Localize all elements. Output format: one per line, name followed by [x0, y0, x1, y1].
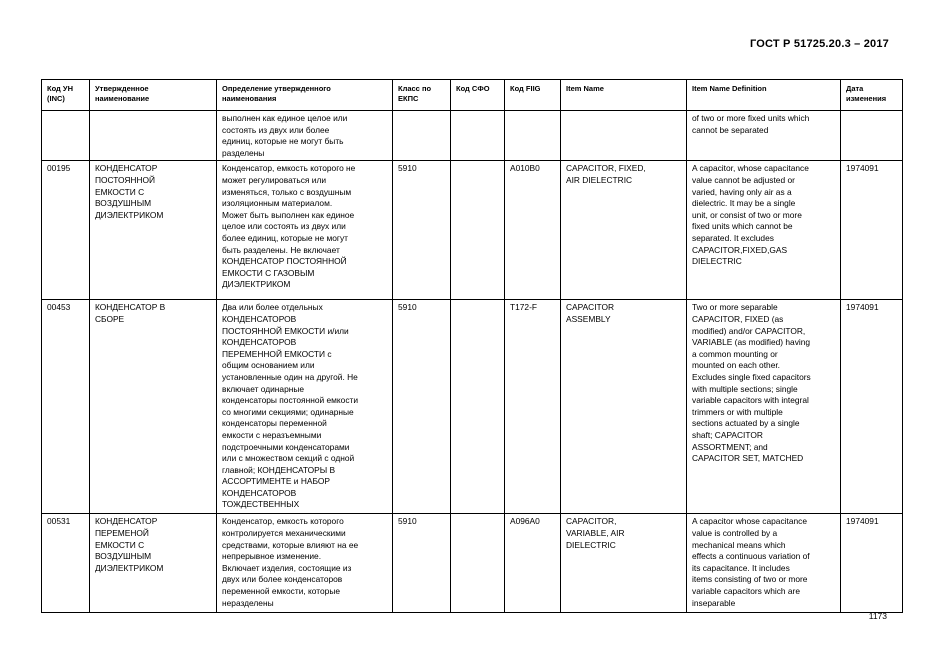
- cell-name-ru: КОНДЕНСАТОР ПОСТОЯННОЙ ЕМКОСТИ С ВОЗДУШНЫМ ДИЭЛЕКТРИКОМ: [90, 161, 217, 300]
- cell-inc: [42, 111, 90, 161]
- cell-fiig: A096A0: [505, 514, 561, 613]
- cell-sfo: [451, 161, 505, 300]
- cell-definition-ru: Конденсатор, емкость которого не может регулироваться или изменяться, только с воздушным изоляционным материалом. Может быть выполнен как единое целое или состоять из двух или более единиц, которые не могут быть разделены. Не включает КОНДЕНСАТОР ПОСТОЯННОЙ ЕМКОСТИ С ГАЗОВЫМ ДИЭЛЕКТРИКОМ: [217, 161, 393, 300]
- cell-definition-ru: выполнен как единое целое или состоять из двух или более единиц, которые не могут быть разделены: [217, 111, 393, 161]
- cell-definition-ru: Конденсатор, емкость которого контролируется механическими средствами, которые влияют на ее непрерывное изменение. Включает изделия, состоящие из двух или более конденсаторов переменной емкости, которые неразделены: [217, 514, 393, 613]
- cell-item-definition: of two or more fixed units which cannot be separated: [687, 111, 841, 161]
- table-row: [42, 300, 903, 514]
- header-definition: Определение утвержденного наименования: [217, 80, 393, 111]
- page-number: 1173: [868, 611, 887, 621]
- cell-sfo: [451, 111, 505, 161]
- table-header-row: [42, 80, 903, 111]
- cell-item-name: CAPACITOR, FIXED, AIR DIELECTRIC: [561, 161, 687, 300]
- header-sfo: Код СФО: [451, 80, 505, 111]
- cell-fiig: A010B0: [505, 161, 561, 300]
- cell-definition-ru: Два или более отдельных КОНДЕНСАТОРОВ ПОСТОЯННОЙ ЕМКОСТИ и/или КОНДЕНСАТОРОВ ПЕРЕМЕННОЙ ЕМКОСТИ с общим основанием или установленные один на другой. Не включает одинарные конденсаторы постоянной емкости со многими секциями; одинарные конденсаторы переменной емкости с неразъемными подстроечными конденсаторами или с множеством секций с одной главной; КОНДЕНСАТОРЫ В АССОРТИМЕНТЕ и НАБОР КОНДЕНСАТОРОВ ТОЖДЕСТВЕННЫХ: [217, 300, 393, 514]
- cell-item-name: [561, 111, 687, 161]
- cell-item-definition: A capacitor, whose capacitance value cannot be adjusted or varied, having only air as a dielectric. It may be a single unit, or consist of two or more fixed units which cannot be separated. It excludes CAPACITOR,FIXED,GAS DIELECTRIC: [687, 161, 841, 300]
- cell-item-name: CAPACITOR, VARIABLE, AIR DIELECTRIC: [561, 514, 687, 613]
- cell-item-name: CAPACITOR ASSEMBLY: [561, 300, 687, 514]
- cell-class: 5910: [393, 514, 451, 613]
- cell-sfo: [451, 300, 505, 514]
- header-date: Дата изменения: [841, 80, 903, 111]
- cell-name-ru: КОНДЕНСАТОР В СБОРЕ: [90, 300, 217, 514]
- header-class: Класс по ЕКПС: [393, 80, 451, 111]
- table-row: [42, 161, 903, 300]
- catalog-table: [41, 79, 903, 613]
- cell-item-definition: A capacitor whose capacitance value is controlled by a mechanical means which effects a continuous variation of its capacitance. It includes items consisting of two or more variable capacitors which are inseparable: [687, 514, 841, 613]
- cell-item-definition: Two or more separable CAPACITOR, FIXED (as modified) and/or CAPACITOR, VARIABLE (as modified) having a common mounting or mounted on each other. Excludes single fixed capacitors with multiple sections; single variable capacitors with integral trimmers or with multiple sections actuated by a single shaft; CAPACITOR ASSORTMENT; and CAPACITOR SET, MATCHED: [687, 300, 841, 514]
- cell-inc: 00453: [42, 300, 90, 514]
- cell-date: 1974091: [841, 300, 903, 514]
- document-header: ГОСТ Р 51725.20.3 – 2017: [749, 38, 889, 50]
- cell-inc: 00531: [42, 514, 90, 613]
- cell-class: [393, 111, 451, 161]
- header-item-name: Item Name: [561, 80, 687, 111]
- cell-sfo: [451, 514, 505, 613]
- cell-class: 5910: [393, 300, 451, 514]
- cell-fiig: [505, 111, 561, 161]
- cell-class: 5910: [393, 161, 451, 300]
- cell-date: 1974091: [841, 161, 903, 300]
- cell-inc: 00195: [42, 161, 90, 300]
- header-fiig: Код FIIG: [505, 80, 561, 111]
- table-row: [42, 111, 903, 161]
- cell-name-ru: [90, 111, 217, 161]
- header-item-definition: Item Name Definition: [687, 80, 841, 111]
- cell-fiig: T172-F: [505, 300, 561, 514]
- header-approved-name: Утвержденное наименование: [90, 80, 217, 111]
- header-inc: Код УН (INC): [42, 80, 90, 111]
- table-row: [42, 514, 903, 613]
- cell-date: [841, 111, 903, 161]
- cell-name-ru: КОНДЕНСАТОР ПЕРЕМЕНОЙ ЕМКОСТИ С ВОЗДУШНЫМ ДИЭЛЕКТРИКОМ: [90, 514, 217, 613]
- cell-date: 1974091: [841, 514, 903, 613]
